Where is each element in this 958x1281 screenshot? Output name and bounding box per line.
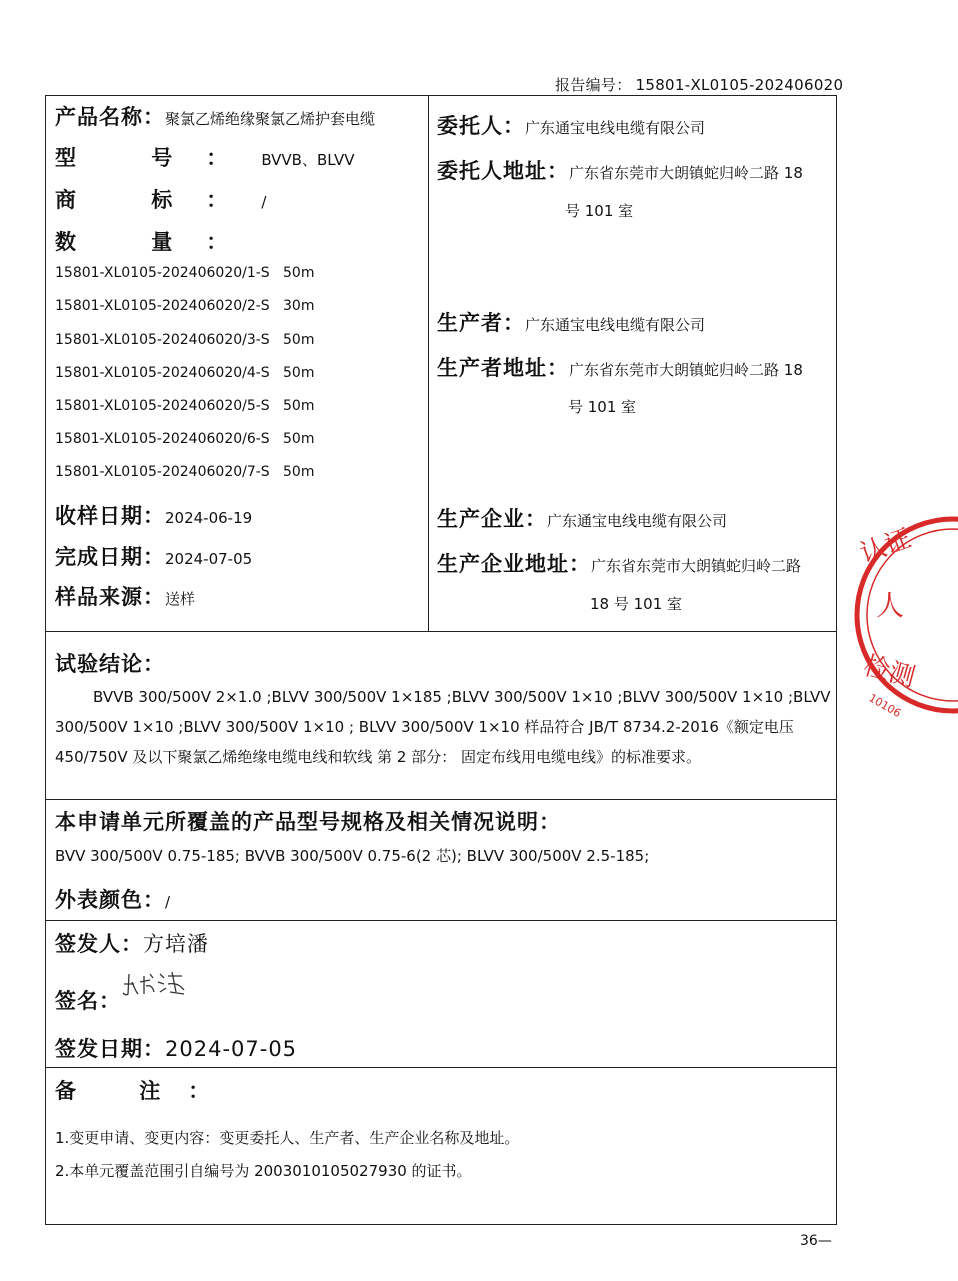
- color-label: 外表颜色：: [55, 888, 165, 912]
- report-number-value: 15801-XL0105-202406020: [635, 76, 844, 94]
- sample-qty: 50m: [283, 265, 315, 281]
- received-date-label: 收样日期：: [55, 504, 165, 528]
- svg-text:认证: 认证: [856, 523, 916, 570]
- product-name-value: 聚氯乙烯绝缘聚氯乙烯护套电缆: [165, 110, 376, 128]
- conclusion-label: 试验结论：: [55, 652, 165, 676]
- issuer-value: 方培潘: [143, 932, 209, 956]
- client-address-label: 委托人地址：: [437, 159, 569, 183]
- quantity-item: [55, 298, 314, 314]
- color-row: [55, 884, 170, 914]
- model-label: 型 号：: [55, 146, 262, 170]
- completed-date-label: 完成日期：: [55, 545, 165, 569]
- report-number: [555, 74, 843, 95]
- sample-source-row: [55, 581, 195, 611]
- quantity-item: [55, 431, 314, 447]
- coverage-label: 本申请单元所覆盖的产品型号规格及相关情况说明：: [55, 810, 561, 834]
- quantity-item: [55, 332, 314, 348]
- completed-date-row: [55, 541, 252, 571]
- issuer-label: 签发人：: [55, 932, 143, 956]
- model-value: BVVB、BLVV: [261, 151, 355, 169]
- enterprise-address-line1: 广东省东莞市大朗镇蛇归岭二路: [591, 557, 802, 575]
- producer-value: 广东通宝电线电缆有限公司: [525, 316, 706, 334]
- completed-date-value: 2024-07-05: [165, 550, 253, 568]
- enterprise-address-row: [437, 548, 801, 578]
- sample-code: 15801-XL0105-202406020/3-S: [55, 332, 270, 348]
- sample-qty: 50m: [283, 398, 315, 414]
- row-divider: [45, 631, 837, 632]
- issue-date-value: 2024-07-05: [165, 1037, 298, 1061]
- trademark-row: [55, 184, 266, 214]
- column-divider: [428, 95, 429, 632]
- quantity-item: [55, 265, 314, 281]
- row-divider: [45, 1067, 837, 1068]
- producer-address-row: [437, 352, 803, 382]
- received-date-row: [55, 500, 252, 530]
- color-value: /: [165, 893, 171, 911]
- quantity-label: 数 量：: [55, 230, 262, 254]
- svg-text:人: 人: [876, 589, 905, 622]
- row-divider: [45, 920, 837, 921]
- sample-qty: 50m: [283, 365, 315, 381]
- row-divider: [45, 799, 837, 800]
- quantity-row: [55, 226, 261, 256]
- enterprise-address-label: 生产企业地址：: [437, 552, 591, 576]
- issue-date-label: 签发日期：: [55, 1037, 165, 1061]
- product-name-row: [55, 101, 375, 131]
- received-date-value: 2024-06-19: [165, 509, 253, 527]
- sample-qty: 30m: [283, 298, 315, 314]
- client-row: [437, 110, 705, 140]
- enterprise-address-line2: 18 号 101 室: [590, 595, 683, 613]
- quantity-item: [55, 398, 314, 414]
- producer-label: 生产者：: [437, 311, 525, 335]
- svg-text:检测: 检测: [860, 650, 919, 694]
- producer-address-line1: 广东省东莞市大朗镇蛇归岭二路 18: [569, 361, 803, 379]
- enterprise-label: 生产企业：: [437, 507, 547, 531]
- producer-row: [437, 307, 705, 337]
- sample-code: 15801-XL0105-202406020/1-S: [55, 265, 270, 281]
- remarks-label: 备 注：: [55, 1079, 238, 1103]
- signature-label: 签名：: [55, 989, 121, 1013]
- svg-text:10106: 10106: [866, 691, 904, 721]
- red-seal-stamp: [848, 505, 958, 725]
- sample-code: 15801-XL0105-202406020/5-S: [55, 398, 270, 414]
- report-number-label: 报告编号：: [555, 76, 632, 94]
- conclusion-text: [55, 682, 830, 772]
- remark-item: 2.本单元覆盖范围引自编号为 2003010105027930 的证书。: [55, 1162, 472, 1180]
- client-address-line2: 号 101 室: [565, 202, 634, 220]
- sample-code: 15801-XL0105-202406020/2-S: [55, 298, 270, 314]
- conclusion-line: BVVB 300/500V 2×1.0 ;BLVV 300/500V 1×185 ;BLVV 300/500V 1×10 ;BLVV 300/500V 1×10 ;BLVV: [93, 688, 831, 706]
- sample-code: 15801-XL0105-202406020/7-S: [55, 464, 270, 480]
- client-label: 委托人：: [437, 114, 525, 138]
- coverage-specs: BVV 300/500V 0.75-185; BVVB 300/500V 0.75-6(2 芯); BLVV 300/500V 2.5-185;: [55, 847, 650, 865]
- sample-source-value: 送样: [165, 590, 196, 608]
- quantity-item: [55, 464, 314, 480]
- sample-qty: 50m: [283, 431, 315, 447]
- producer-address-line2: 号 101 室: [568, 398, 637, 416]
- enterprise-row: [437, 503, 727, 533]
- model-row: [55, 142, 354, 172]
- sample-source-label: 样品来源：: [55, 585, 165, 609]
- sample-qty: 50m: [283, 332, 315, 348]
- trademark-label: 商 标：: [55, 188, 262, 212]
- client-address-line1: 广东省东莞市大朗镇蛇归岭二路 18: [569, 164, 803, 182]
- handwritten-signature: [120, 962, 190, 1002]
- conclusion-line: 300/500V 1×10 ;BLVV 300/500V 1×10 ; BLVV 300/500V 1×10 样品符合 JB/T 8734.2-2016《额定电压: [55, 718, 794, 736]
- client-value: 广东通宝电线电缆有限公司: [525, 119, 706, 137]
- sample-code: 15801-XL0105-202406020/6-S: [55, 431, 270, 447]
- trademark-value: /: [261, 193, 267, 211]
- remark-item: 1.变更申请、变更内容：变更委托人、生产者、生产企业名称及地址。: [55, 1129, 520, 1147]
- issuer-row: [55, 928, 209, 958]
- product-name-label: 产品名称：: [55, 105, 165, 129]
- producer-address-label: 生产者地址：: [437, 356, 569, 380]
- issue-date-row: [55, 1033, 297, 1063]
- sample-code: 15801-XL0105-202406020/4-S: [55, 365, 270, 381]
- sample-qty: 50m: [283, 464, 315, 480]
- enterprise-value: 广东通宝电线电缆有限公司: [547, 512, 728, 530]
- page-number: 36—: [800, 1233, 832, 1249]
- conclusion-line: 450/750V 及以下聚氯乙烯绝缘电缆电线和软线 第 2 部分： 固定布线用电缆电线》的标准要求。: [55, 748, 701, 766]
- client-address-row: [437, 155, 803, 185]
- quantity-item: [55, 365, 314, 381]
